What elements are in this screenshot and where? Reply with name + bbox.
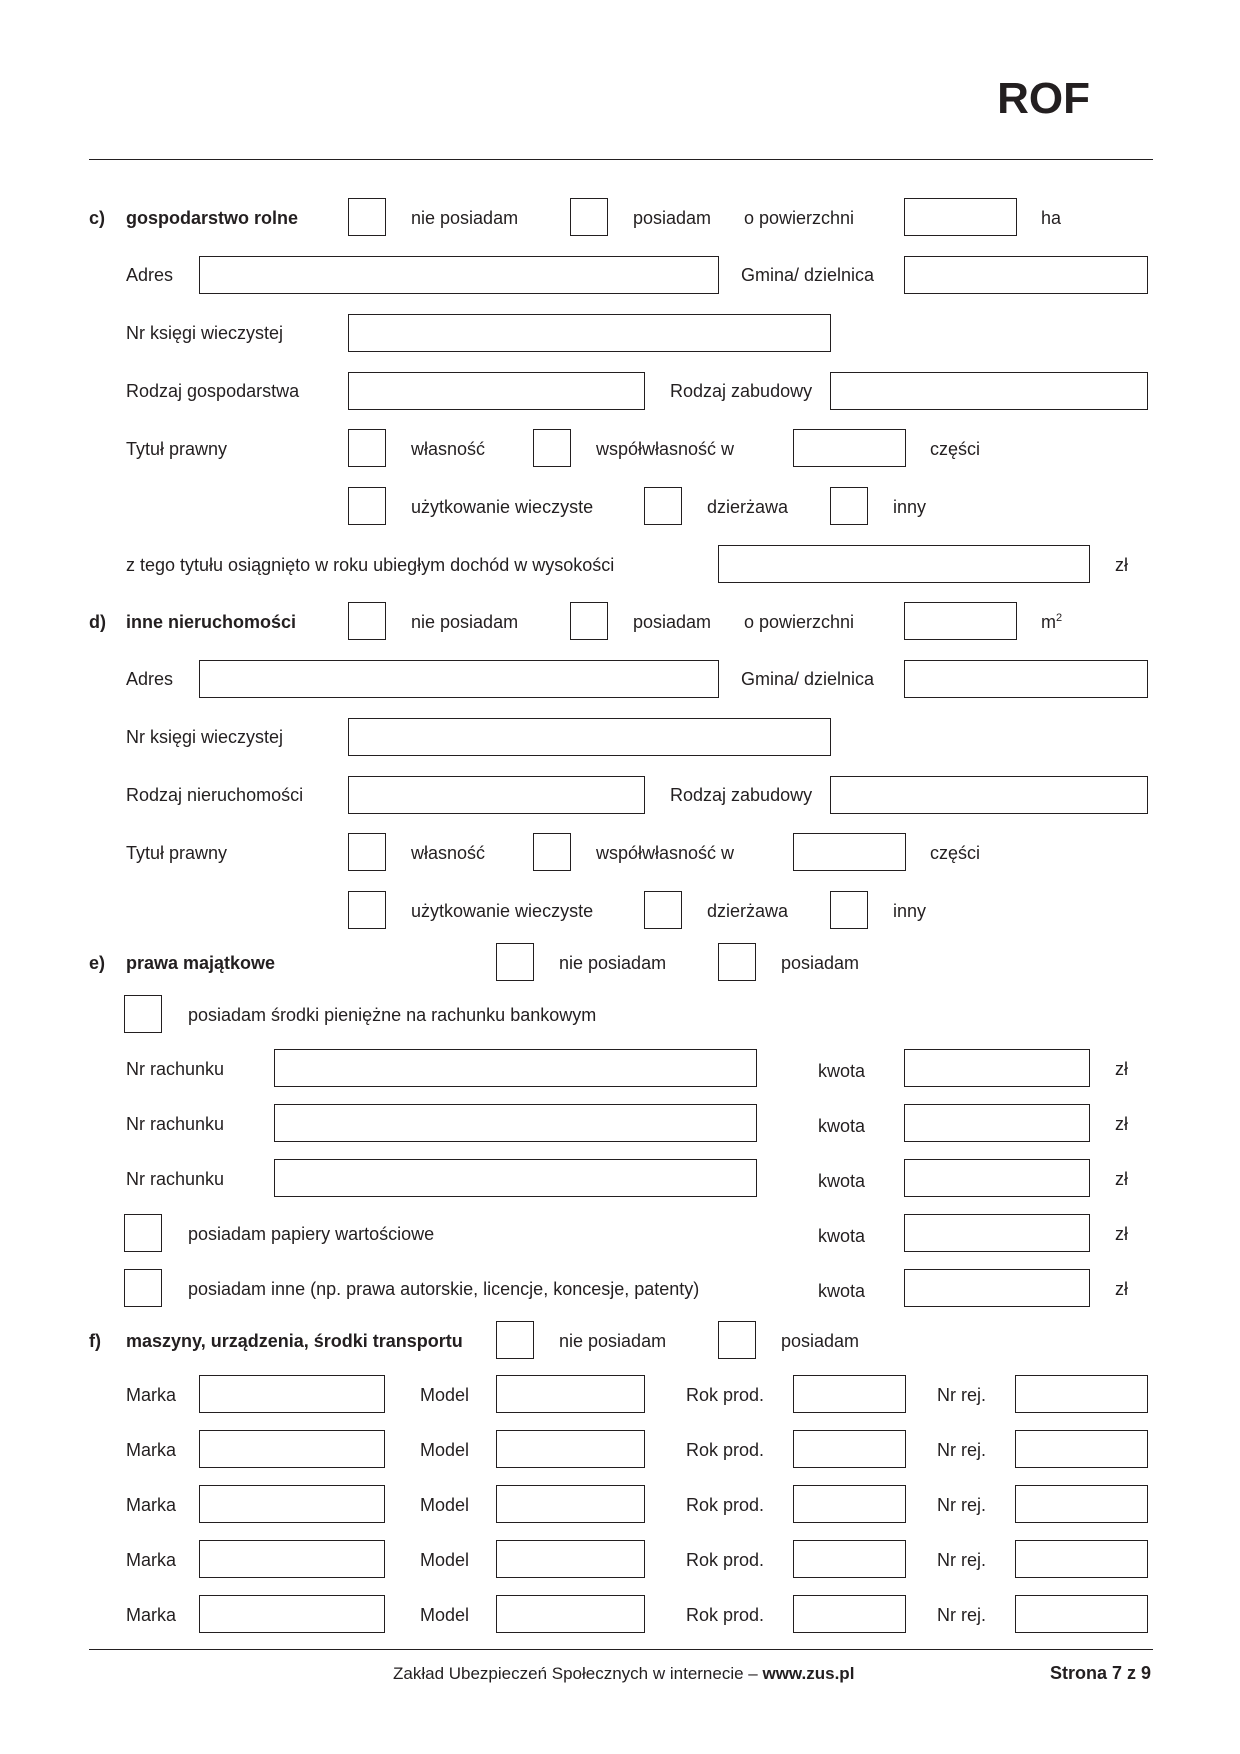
section-d-title: inne nieruchomości	[126, 612, 297, 632]
f-model-5-field[interactable]	[496, 1595, 645, 1633]
f-marka-1-label: Marka	[126, 1385, 177, 1405]
e-kwota-5-field[interactable]	[904, 1269, 1090, 1307]
d-dzierzawa-label: dzierżawa	[707, 901, 789, 921]
c-inny-checkbox[interactable]	[830, 487, 868, 525]
c-tytul-label: Tytuł prawny	[126, 439, 228, 459]
f-rok-2-field[interactable]	[793, 1430, 906, 1468]
f-nr-rej-1-label: Nr rej.	[937, 1385, 986, 1405]
f-model-3-label: Model	[420, 1495, 470, 1515]
f-marka-4-field[interactable]	[199, 1540, 385, 1578]
f-model-5-label: Model	[420, 1605, 470, 1625]
section-c-letter: c)	[89, 208, 106, 228]
f-marka-4-label: Marka	[126, 1550, 177, 1570]
f-nr-rej-4-field[interactable]	[1015, 1540, 1148, 1578]
e-kwota-4-label: kwota	[818, 1226, 866, 1246]
e-kwota-2-label: kwota	[818, 1116, 866, 1136]
d-uzytkowanie-label: użytkowanie wieczyste	[411, 901, 594, 921]
f-nr-rej-2-field[interactable]	[1015, 1430, 1148, 1468]
e-nie-posiadam-label: nie posiadam	[559, 953, 667, 973]
e-nr-rachunku-3-field[interactable]	[274, 1159, 757, 1197]
f-marka-5-field[interactable]	[199, 1595, 385, 1633]
c-posiadam-label: posiadam	[633, 208, 712, 228]
d-wspolwlasnosc-checkbox[interactable]	[533, 833, 571, 871]
d-uzytkowanie-checkbox[interactable]	[348, 891, 386, 929]
d-unit-label: $m^2$	[1041, 612, 1063, 632]
section-f-letter: f)	[89, 1331, 101, 1351]
f-model-1-field[interactable]	[496, 1375, 645, 1413]
c-rodzaj-label: Rodzaj gospodarstwa	[126, 381, 300, 401]
e-securities-checkbox[interactable]	[124, 1214, 162, 1252]
f-rok-3-label: Rok prod.	[686, 1495, 765, 1515]
e-zl-4: zł	[1115, 1224, 1128, 1244]
f-marka-3-field[interactable]	[199, 1485, 385, 1523]
d-gmina-label: Gmina/ dzielnica	[741, 669, 875, 689]
f-nr-rej-5-field[interactable]	[1015, 1595, 1148, 1633]
e-kwota-3-label: kwota	[818, 1171, 866, 1191]
c-income-label: z tego tytułu osiągnięto w roku ubiegłym dochód w wysokości	[126, 555, 615, 575]
c-gmina-field[interactable]	[904, 256, 1148, 294]
f-model-1-label: Model	[420, 1385, 470, 1405]
c-nr-ksiegi-field[interactable]	[348, 314, 831, 352]
c-dzierzawa-label: dzierżawa	[707, 497, 789, 517]
f-posiadam-label: posiadam	[781, 1331, 860, 1351]
d-czesci-field[interactable]	[793, 833, 906, 871]
e-nr-rachunku-3-label: Nr rachunku	[126, 1169, 225, 1189]
c-wspolwlasnosc-checkbox[interactable]	[533, 429, 571, 467]
d-posiadam-checkbox[interactable]	[570, 602, 608, 640]
e-nr-rachunku-1-label: Nr rachunku	[126, 1059, 225, 1079]
c-uzytkowanie-checkbox[interactable]	[348, 487, 386, 525]
page-number: Strona 7 z 9	[1049, 1663, 1151, 1683]
f-nr-rej-4-label: Nr rej.	[937, 1550, 986, 1570]
d-rodzaj-field[interactable]	[348, 776, 645, 814]
c-wlasnosc-label: własność	[411, 439, 486, 459]
f-rok-4-label: Rok prod.	[686, 1550, 765, 1570]
f-posiadam-checkbox[interactable]	[718, 1321, 756, 1359]
c-uzytkowanie-label: użytkowanie wieczyste	[411, 497, 594, 517]
e-zl-2: zł	[1115, 1114, 1128, 1134]
c-posiadam-checkbox[interactable]	[570, 198, 608, 236]
c-income-zl: zł	[1115, 555, 1128, 575]
c-wspolwlasnosc-label: współwłasność w	[596, 439, 735, 459]
d-nie-posiadam-label: nie posiadam	[411, 612, 519, 632]
c-dzierzawa-checkbox[interactable]	[644, 487, 682, 525]
e-securities-label: posiadam papiery wartościowe	[188, 1224, 435, 1244]
d-czesci-label: części	[930, 843, 981, 863]
d-inny-label: inny	[893, 901, 927, 921]
c-zabudowa-field[interactable]	[830, 372, 1148, 410]
e-kwota-2-field[interactable]	[904, 1104, 1090, 1142]
e-other-label: posiadam inne (np. prawa autorskie, licencje, koncesje, patenty)	[188, 1279, 700, 1299]
section-f-title: maszyny, urządzenia, środki transportu	[126, 1331, 463, 1351]
f-marka-5-label: Marka	[126, 1605, 177, 1625]
f-rok-5-label: Rok prod.	[686, 1605, 765, 1625]
header-divider	[89, 159, 1153, 160]
c-gmina-label: Gmina/ dzielnica	[741, 265, 875, 285]
f-marka-2-field[interactable]	[199, 1430, 385, 1468]
d-wlasnosc-label: własność	[411, 843, 486, 863]
d-o-powierzchni-label: o powierzchni	[744, 612, 855, 632]
d-inny-checkbox[interactable]	[830, 891, 868, 929]
f-model-4-label: Model	[420, 1550, 470, 1570]
e-posiadam-label: posiadam	[781, 953, 860, 973]
d-wspolwlasnosc-label: współwłasność w	[596, 843, 735, 863]
footer-divider	[89, 1649, 1153, 1650]
f-rok-3-field[interactable]	[793, 1485, 906, 1523]
c-nie-posiadam-label: nie posiadam	[411, 208, 519, 228]
c-nr-ksiegi-label: Nr księgi wieczystej	[126, 323, 284, 343]
footer-org-text: Zakład Ubezpieczeń Społecznych w internecie –	[393, 1664, 763, 1683]
f-nr-rej-3-field[interactable]	[1015, 1485, 1148, 1523]
e-nr-rachunku-1-field[interactable]	[274, 1049, 757, 1087]
c-o-powierzchni-label: o powierzchni	[744, 208, 855, 228]
section-e-title: prawa majątkowe	[126, 953, 276, 973]
e-zl-1: zł	[1115, 1059, 1128, 1079]
f-nie-posiadam-checkbox[interactable]	[496, 1321, 534, 1359]
f-marka-1-field[interactable]	[199, 1375, 385, 1413]
c-area-field[interactable]	[904, 198, 1017, 236]
footer-text	[393, 1663, 854, 1685]
c-unit-label: ha	[1041, 208, 1062, 228]
f-model-2-field[interactable]	[496, 1430, 645, 1468]
f-model-3-field[interactable]	[496, 1485, 645, 1523]
e-kwota-5-label: kwota	[818, 1281, 866, 1301]
e-posiadam-checkbox[interactable]	[718, 943, 756, 981]
d-adres-field[interactable]	[199, 660, 719, 698]
e-kwota-3-field[interactable]	[904, 1159, 1090, 1197]
f-nr-rej-2-label: Nr rej.	[937, 1440, 986, 1460]
f-model-2-label: Model	[420, 1440, 470, 1460]
section-d-letter: d)	[89, 612, 106, 632]
e-bank-checkbox[interactable]	[124, 995, 162, 1033]
f-marka-2-label: Marka	[126, 1440, 177, 1460]
c-zabudowa-label: Rodzaj zabudowy	[670, 381, 813, 401]
c-rodzaj-field[interactable]	[348, 372, 645, 410]
d-wlasnosc-checkbox[interactable]	[348, 833, 386, 871]
d-nie-posiadam-checkbox[interactable]	[348, 602, 386, 640]
c-inny-label: inny	[893, 497, 927, 517]
e-kwota-1-label: kwota	[818, 1061, 866, 1081]
section-e-letter: e)	[89, 953, 106, 973]
d-zabudowa-label: Rodzaj zabudowy	[670, 785, 813, 805]
f-rok-1-field[interactable]	[793, 1375, 906, 1413]
d-posiadam-label: posiadam	[633, 612, 712, 632]
e-other-checkbox[interactable]	[124, 1269, 162, 1307]
d-nr-ksiegi-label: Nr księgi wieczystej	[126, 727, 284, 747]
e-nie-posiadam-checkbox[interactable]	[496, 943, 534, 981]
e-nr-rachunku-2-field[interactable]	[274, 1104, 757, 1142]
d-tytul-label: Tytuł prawny	[126, 843, 228, 863]
d-nr-ksiegi-field[interactable]	[348, 718, 831, 756]
f-rok-2-label: Rok prod.	[686, 1440, 765, 1460]
f-nr-rej-1-field[interactable]	[1015, 1375, 1148, 1413]
c-nie-posiadam-checkbox[interactable]	[348, 198, 386, 236]
c-adres-field[interactable]	[199, 256, 719, 294]
c-czesci-label: części	[930, 439, 981, 459]
c-wlasnosc-checkbox[interactable]	[348, 429, 386, 467]
f-rok-4-field[interactable]	[793, 1540, 906, 1578]
f-nr-rej-5-label: Nr rej.	[937, 1605, 986, 1625]
e-zl-5: zł	[1115, 1279, 1128, 1299]
e-bank-label: posiadam środki pieniężne na rachunku bankowym	[188, 1005, 597, 1025]
f-rok-1-label: Rok prod.	[686, 1385, 765, 1405]
f-model-4-field[interactable]	[496, 1540, 645, 1578]
d-zabudowa-field[interactable]	[830, 776, 1148, 814]
footer-url[interactable]: www.zus.pl	[762, 1664, 855, 1683]
d-gmina-field[interactable]	[904, 660, 1148, 698]
e-kwota-1-field[interactable]	[904, 1049, 1090, 1087]
d-adres-label: Adres	[126, 669, 174, 689]
f-nie-posiadam-label: nie posiadam	[559, 1331, 667, 1351]
section-c-title: gospodarstwo rolne	[126, 208, 299, 228]
e-zl-3: zł	[1115, 1169, 1128, 1189]
e-nr-rachunku-2-label: Nr rachunku	[126, 1114, 225, 1134]
d-area-field[interactable]	[904, 602, 1017, 640]
f-marka-3-label: Marka	[126, 1495, 177, 1515]
d-dzierzawa-checkbox[interactable]	[644, 891, 682, 929]
c-czesci-field[interactable]	[793, 429, 906, 467]
c-income-field[interactable]	[718, 545, 1090, 583]
c-adres-label: Adres	[126, 265, 174, 285]
f-nr-rej-3-label: Nr rej.	[937, 1495, 986, 1515]
d-rodzaj-label: Rodzaj nieruchomości	[126, 785, 304, 805]
form-code: ROF	[997, 74, 1090, 123]
e-kwota-4-field[interactable]	[904, 1214, 1090, 1252]
f-rok-5-field[interactable]	[793, 1595, 906, 1633]
